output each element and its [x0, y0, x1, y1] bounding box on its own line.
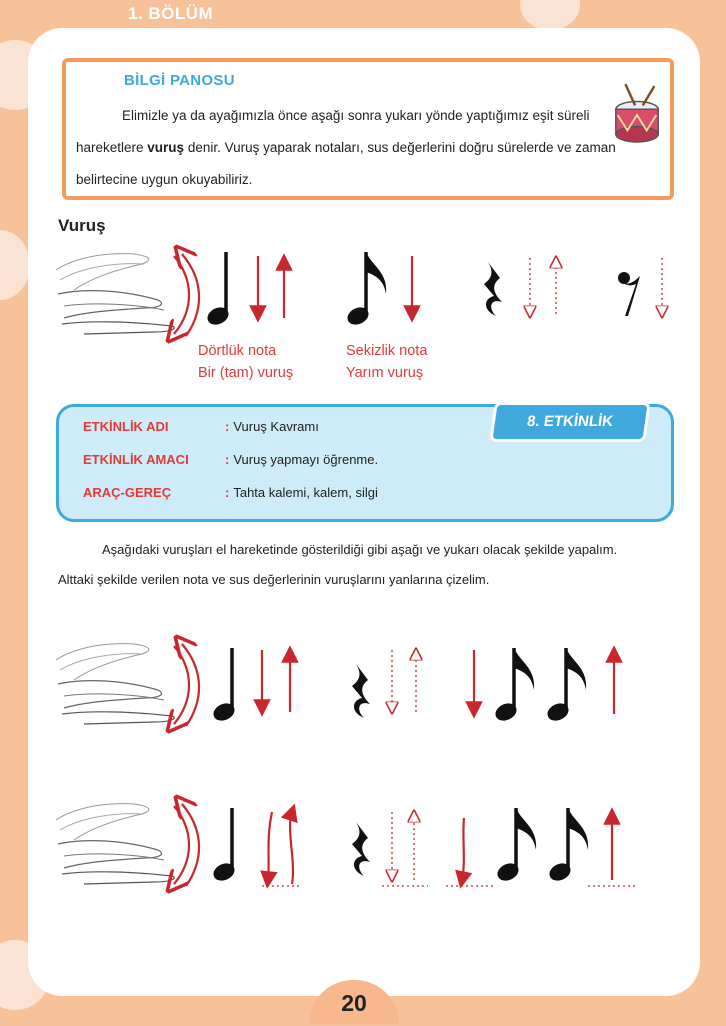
- instruction-line: Aşağıdaki vuruşları el hareketinde gösterildiği gibi aşağı ve yukarı olacak şekilde yapalım.: [102, 542, 618, 557]
- instruction-line: Alttaki şekilde verilen nota ve sus değerlerinin vuruşlarını yanlarına çizelim.: [58, 572, 490, 587]
- activity-value: Vuruş yapmayı öğrenme.: [233, 452, 379, 467]
- info-text-part: denir. Vuruş yaparak notaları, sus değerlerini doğru sürelerde ve zaman belirtecine uygun okuyabiliriz.: [76, 140, 616, 187]
- decor-bubble: [520, 0, 580, 30]
- info-text: [76, 100, 616, 196]
- info-text-part: Elimizle ya da ayağımızla önce aşağı sonra yukarı yönde yaptığımız eşit süreli hareketlere: [76, 108, 590, 155]
- activity-key: ETKİNLİK ADI: [83, 419, 169, 434]
- quarter-note-beat: Bir (tam) vuruş: [198, 365, 294, 381]
- eighth-note-label: [346, 340, 427, 384]
- activity-row: ETKİNLİK AMACI : Vuruş yapmayı öğrenme.: [83, 452, 379, 467]
- eighth-note-name: Sekizlik nota: [346, 343, 428, 359]
- activity-panel: [56, 404, 674, 522]
- quarter-note-label: [198, 340, 293, 384]
- activity-key: ARAÇ-GEREÇ: [83, 485, 172, 500]
- activity-row: ARAÇ-GEREÇ : Tahta kalemi, kalem, silgi: [83, 485, 378, 500]
- chapter-title: 1. BÖLÜM: [128, 4, 214, 23]
- activity-key: ETKİNLİK AMACI: [83, 452, 189, 467]
- decor-bubble: [0, 230, 30, 300]
- info-text-bold: vuruş: [147, 140, 185, 155]
- page-number: 20: [309, 980, 399, 1024]
- activity-row: ETKİNLİK ADI : Vuruş Kavramı: [83, 419, 319, 434]
- drum-icon: [610, 80, 664, 150]
- activity-value: Vuruş Kavramı: [233, 419, 319, 434]
- info-panel: [62, 58, 674, 200]
- info-title: BİLGİ PANOSU: [124, 72, 235, 89]
- activity-badge: 8. ETKİNLİK: [493, 405, 648, 439]
- eighth-note-beat: Yarım vuruş: [346, 365, 424, 381]
- section-title: Vuruş: [58, 216, 106, 235]
- quarter-note-name: Dörtlük nota: [198, 343, 277, 359]
- activity-value: Tahta kalemi, kalem, silgi: [233, 485, 378, 500]
